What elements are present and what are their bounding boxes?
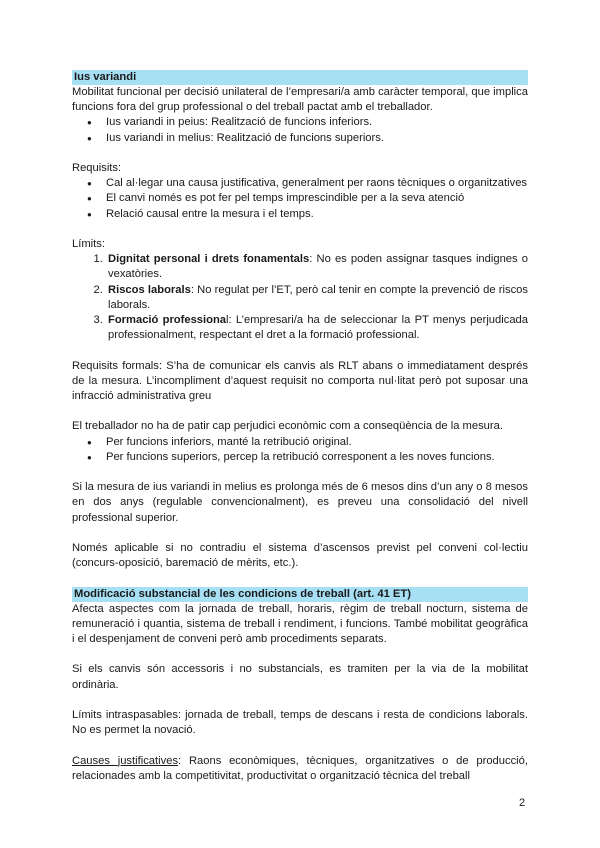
- only-applicable-paragraph: Només aplicable si no contradiu el sistema d’ascensos previst pel conveni col·lectiu (concurs-oposició, baremació de mèrits, etc.).: [72, 542, 528, 570]
- causes-paragraph: Causes justificatives: Raons econòmiques, tècniques, organitzatives o de producció, relacionades amb la competitivitat, productivitat o organització tècnica del treball: [72, 754, 528, 782]
- limits-paragraph: Límits intraspasables: jornada de treball, temps de descans i resta de condicions laborals. No es permet la novació.: [72, 708, 528, 737]
- document-page: [72, 70, 528, 784]
- list-item: ● El canvi només es pot fer pel temps imprescindible per a la seva atenció: [106, 191, 528, 206]
- requisits-label: Requisits:: [72, 162, 122, 174]
- formal-requirements: Requisits formals: S’ha de comunicar els canvis als RLT abans o immediatament després de la mesura. L’incompliment d’aquest requisit no comporta nul·litat però pot suposar una infracció administrativa greu: [72, 359, 528, 403]
- modificacio-intro: Afecta aspectes com la jornada de treball, horaris, règim de treball nocturn, sistema de remuneració i quantia, sistema de treball i rendiment, i funcions. També mobilitat geogràfica i el despenjament de conveni però amb procediments separats.: [72, 602, 528, 645]
- requisits-list: [72, 176, 528, 222]
- list-item: 2. Riscos laborals: No regulat per l’ET, però cal tenir en compte la prevenció de riscos laborals.: [106, 283, 528, 313]
- list-item: ● Relació causal entre la mesura i el temps.: [106, 207, 528, 222]
- list-item: ● Per funcions inferiors, manté la retribució original.: [106, 435, 528, 450]
- list-item: ● Per funcions superiors, percep la retribució corresponent a les noves funcions.: [106, 450, 528, 465]
- section-heading-modificacio: Modificació substancial de les condicions de treball (art. 41 ET): [72, 587, 528, 602]
- section-heading-ius-variandi: Ius variandi: [72, 70, 528, 85]
- list-item: 1. Dignitat personal i drets fonamentals: No es poden assignar tasques indignes o vexatòries.: [106, 252, 528, 282]
- accessory-paragraph: Si els canvis són accessoris i no substancials, es tramiten per la via de la mobilitat ordinària.: [72, 663, 528, 691]
- list-item: ● Ius variandi in melius: Realització de funcions superiors.: [106, 131, 528, 146]
- types-list: [72, 115, 528, 145]
- page-number: 2: [519, 797, 526, 809]
- list-item: 3. Formació professional: L’empresari/a ha de seleccionar la PT menys perjudicada professionalment, respectant el dret a la formació professional.: [106, 313, 528, 343]
- limits-label: Límits:: [72, 238, 105, 250]
- list-item: ● Ius variandi in peius: Realització de funcions inferiors.: [106, 115, 528, 130]
- economic-paragraph: El treballador no ha de patir cap perjudici econòmic com a conseqüència de la mesura.: [72, 420, 503, 433]
- ius-variandi-intro: Mobilitat funcional per decisió unilateral de l’empresari/a amb caràcter temporal, que implica funcions fora del grup professional o del treball pactat amb el treballador.: [72, 86, 528, 114]
- consolidation-paragraph: Si la mesura de ius variandi in melius es prolonga més de 6 mesos dins d’un any o 8 mesos en dos anys (regulable convencionalment), es preveu una consolidació del nivell professional superior.: [72, 481, 528, 524]
- economic-list: [72, 435, 528, 465]
- list-item: ● Cal al·legar una causa justificativa, generalment per raons tècniques o organitzatives: [106, 176, 528, 191]
- limits-list: [72, 252, 528, 343]
